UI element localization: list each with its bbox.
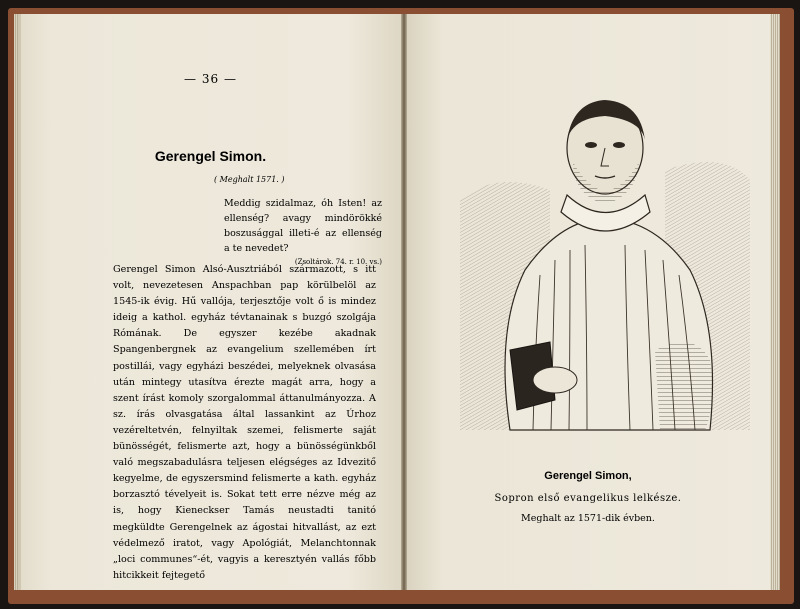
page-edges-right [770, 14, 780, 590]
portrait-caption-name: Gerengel Simon, [544, 470, 632, 482]
left-eye [585, 142, 597, 148]
right-eye [613, 142, 625, 148]
epigraph [224, 196, 382, 270]
left-page-content [18, 14, 403, 590]
sleeve [655, 342, 713, 430]
page-number: — 36 — [184, 72, 237, 86]
portrait-caption-died: Meghalt az 1571-dik évben. [521, 513, 655, 524]
hand [533, 367, 577, 393]
death-note: ( Meghalt 1571. ) [214, 175, 285, 184]
portrait-engraving [455, 100, 755, 440]
epigraph-source: (Zsoltárok. 74. r. 10. vs.) [294, 258, 382, 266]
chapter-title: Gerengel Simon. [154, 148, 267, 164]
portrait-caption-role: Sopron első evangelikus lelkésze. [494, 493, 682, 504]
body-text: Gerengel Simon Alsó-Ausztriából származott, s itt volt, nevezetesen Anspachban pap körülbelöl az 1545-ik évig. Hű vallója, terjesztője volt ő is mindez ideig a kathol. egyház tévtanainak s buzgó szolgája Rómának. De egyszer kezébe akadnak Spangenbergnek az evangelium szellemében írt postillái, vagy egyházi beszédei, melyeknek olvasása után mintegy utasítva érezte magát arra, hogy a szent írást komoly szorgalommal áttanulmányozza. A sz. írás olvasgatása által lassankint az Úrhoz vezéreltetvén, felnyiltak szemei, felismerte saját bünösségét, felismerte azt, hogy a bünösségünkből való megszabadulásra teljesen elégséges az Idvezitő kegyelme, de egyszersmind felismerte a kath. egyház borzasztó tévelyeit is. Sokat tett erre nézve még az is, hogy Kieneckser Tamás neustadti tanitó megküldte Gerengelnek az ágostai hitvallást, az ezt védelmező iratot, vagy Apológiát, Melanchtonnak „loci communes“-ét, vagyis a keresztyén vallás főbb hitcikkeit fejtegető [113, 264, 376, 581]
epigraph-text: Meddig szidalmaz, óh Isten! az ellenség? avagy mindörökké boszusággal illeti-é az ellenség a te nevedet? [224, 198, 382, 254]
